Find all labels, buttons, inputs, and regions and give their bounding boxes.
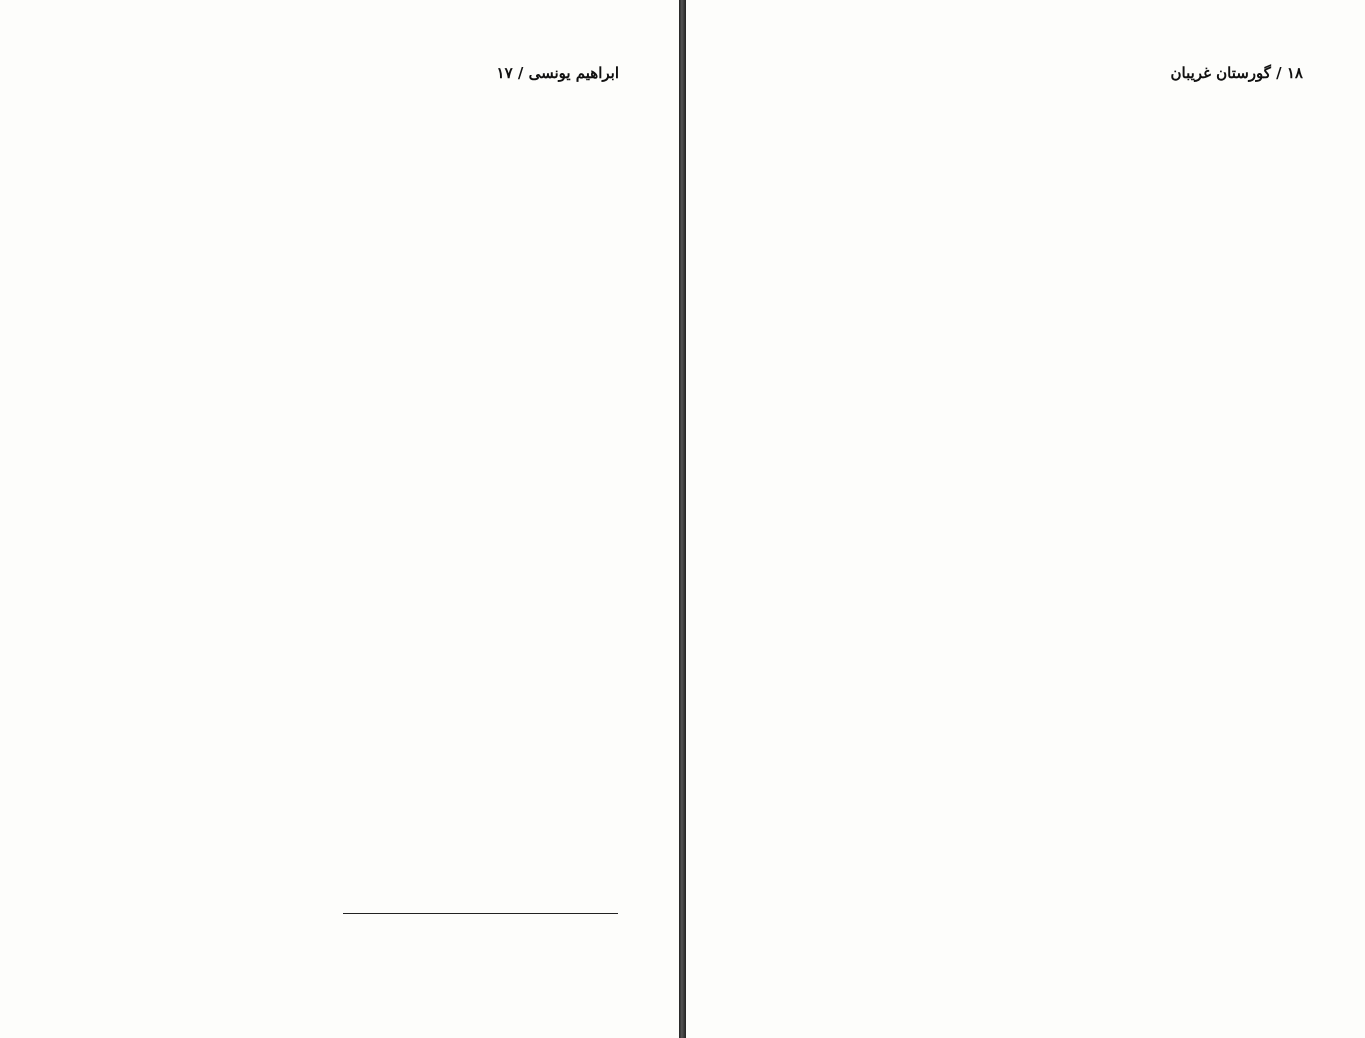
text-line — [750, 217, 1310, 244]
text-line — [750, 788, 1310, 815]
text-line — [750, 761, 1310, 788]
text-line — [750, 489, 1310, 516]
right-page-header: ۱۸ / گورستان غریبان — [1170, 64, 1303, 82]
text-line — [750, 924, 1310, 951]
text-line — [96, 160, 618, 187]
text-line — [750, 842, 1310, 869]
text-line — [750, 326, 1310, 353]
text-line — [750, 380, 1310, 407]
text-line — [750, 625, 1310, 652]
text-line — [750, 570, 1310, 597]
text-line — [96, 731, 618, 758]
book-spine — [679, 0, 686, 1038]
left-page — [0, 0, 679, 1038]
text-line — [750, 896, 1310, 923]
text-line — [750, 815, 1310, 842]
text-line — [750, 434, 1310, 461]
left-page-header: ابراهیم یونسی / ۱۷ — [496, 64, 619, 82]
text-line — [96, 296, 618, 323]
text-line — [96, 106, 618, 133]
text-line — [96, 786, 618, 813]
text-line — [750, 135, 1310, 162]
text-line — [96, 840, 618, 867]
text-line — [96, 432, 618, 459]
text-line — [96, 568, 618, 595]
text-line — [750, 652, 1310, 679]
text-line — [750, 869, 1310, 896]
text-line — [750, 679, 1310, 706]
text-line — [96, 459, 618, 486]
left-page-body — [96, 106, 618, 922]
text-line — [750, 298, 1310, 325]
text-line — [96, 623, 618, 650]
text-line — [750, 597, 1310, 624]
text-line — [96, 324, 618, 351]
right-page-body — [750, 108, 1310, 978]
text-line — [96, 514, 618, 541]
text-line — [96, 894, 618, 921]
text-line — [96, 133, 618, 160]
text-line — [96, 487, 618, 514]
text-line — [750, 516, 1310, 543]
text-line — [750, 353, 1310, 380]
text-line — [750, 162, 1310, 189]
text-line — [96, 405, 618, 432]
text-line — [750, 543, 1310, 570]
text-line — [96, 927, 618, 954]
text-line — [96, 677, 618, 704]
text-line — [96, 813, 618, 840]
text-line — [96, 867, 618, 894]
text-line — [750, 706, 1310, 733]
text-line — [96, 759, 618, 786]
text-line — [96, 188, 618, 215]
text-line — [96, 242, 618, 269]
text-line — [96, 704, 618, 731]
text-line — [750, 108, 1310, 135]
text-line — [750, 271, 1310, 298]
text-line — [750, 244, 1310, 271]
text-line — [96, 954, 618, 981]
text-line — [96, 541, 618, 568]
footnote — [96, 927, 618, 981]
text-line — [750, 733, 1310, 760]
text-line — [750, 461, 1310, 488]
text-line — [750, 190, 1310, 217]
text-line — [750, 407, 1310, 434]
text-line — [750, 951, 1310, 978]
text-line — [96, 351, 618, 378]
text-line — [96, 269, 618, 296]
text-line — [96, 595, 618, 622]
right-page — [686, 0, 1365, 1038]
footnote-rule — [343, 913, 618, 914]
text-line — [96, 378, 618, 405]
text-line — [96, 215, 618, 242]
text-line — [96, 650, 618, 677]
